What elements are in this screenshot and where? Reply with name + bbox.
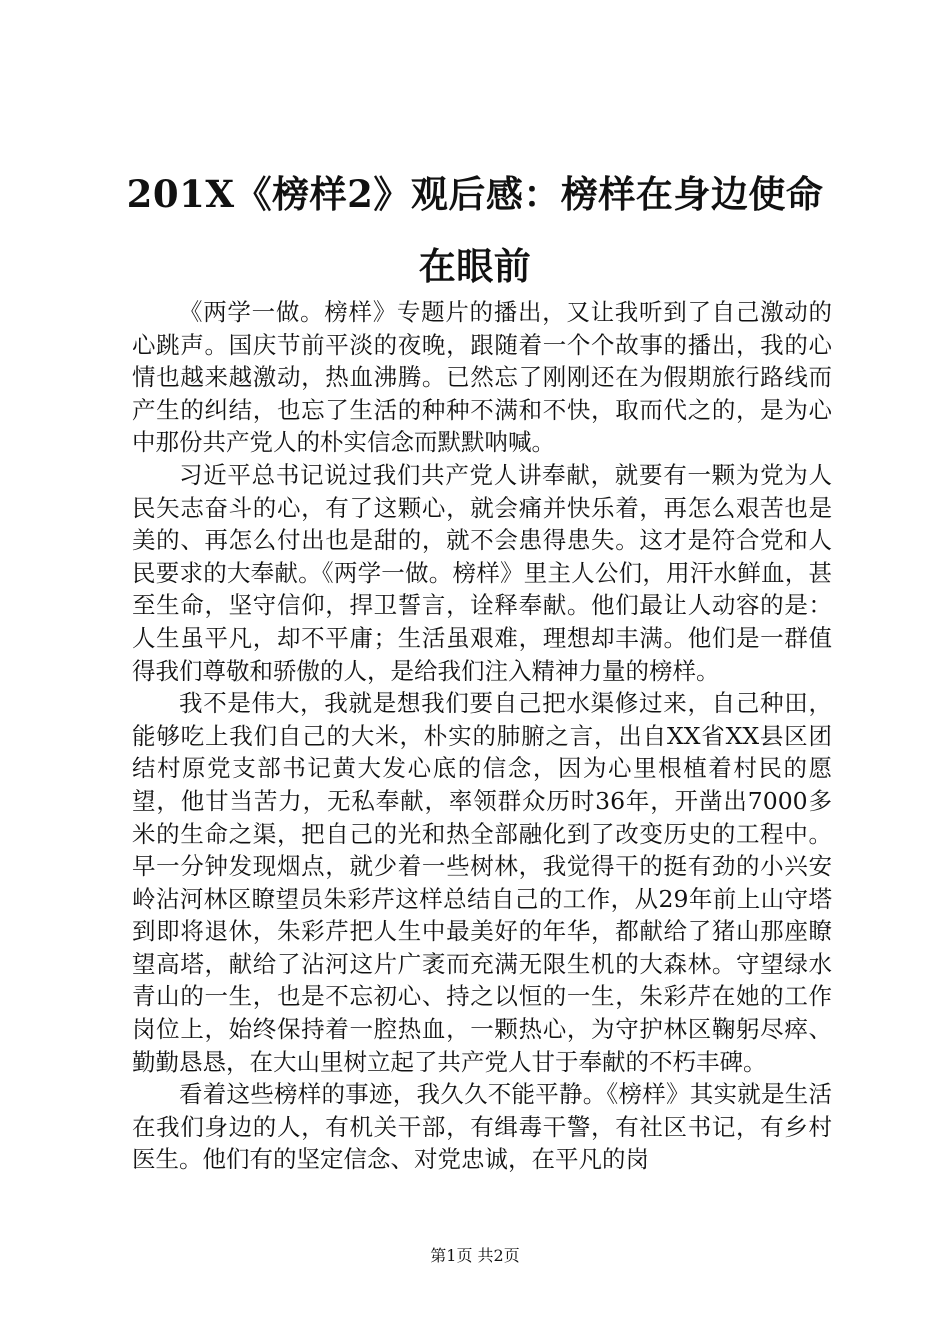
paragraph-2: 习近平总书记说过我们共产党人讲奉献，就要有一颗为党为人民矢志奋斗的心，有了这颗心，就会痛并快乐着，再怎么艰苦也是美的、再怎么付出也是甜的，就不会患得患失。这才是符合党和人民要求的大奉献。《两学一做。榜样》里主人公们，用汗水鲜血，甚至生命，坚守信仰，捍卫誓言，诠释奉献。他们最让人动容的是：人生虽平凡，却不平庸；生活虽艰难，理想却丰满。他们是一群值得我们尊敬和骄傲的人，是给我们注入精神力量的榜样。 [132,460,832,685]
paragraph-1: 《两学一做。榜样》专题片的播出，又让我听到了自己激动的心跳声。国庆节前平淡的夜晚，跟随着一个个故事的播出，我的心情也越来越激动，热血沸腾。已然忘了刚刚还在为假期旅行路线而产生的纠结，也忘了生活的种种不满和不快，取而代之的，是为心中那份共产党人的朴实信念而默默呐喊。 [132,298,832,457]
document-title: 201X《榜样2》观后感：榜样在身边使命在眼前 [126,172,824,288]
document-body [132,296,832,1176]
paragraph-3: 我不是伟大，我就是想我们要自己把水渠修过来，自己种田，能够吃上我们自己的大米，朴实的肺腑之言，出自XX省XX县区团结村原党支部书记黄大发心底的信念，因为心里根植着村民的愿望，他甘当苦力，无私奉献，率领群众历时36年，开凿出7000多米的生命之渠，把自己的光和热全部融化到了改变历史的工程中。早一分钟发现烟点，就少着一些树林，我觉得干的挺有劲的小兴安岭沾河林区瞭望员朱彩芹这样总结自己的工作，从29年前上山守塔到即将退休，朱彩芹把人生中最美好的年华，都献给了猪山那座瞭望高塔，献给了沾河这片广袤而充满无限生机的大森林。守望绿水青山的一生，也是不忘初心、持之以恒的一生，朱彩芹在她的工作岗位上，始终保持着一腔热血，一颗热心，为守护林区鞠躬尽瘁、勤勤恳恳，在大山里树立起了共产党人甘于奉献的不朽丰碑。 [132,689,832,1076]
paragraph-4: 看着这些榜样的事迹，我久久不能平静。《榜样》其实就是生活在我们身边的人，有机关干部，有缉毒干警，有社区书记，有乡村医生。他们有的坚定信念、对党忠诚，在平凡的岗 [132,1080,832,1174]
page-footer: 第1页 共2页 [430,1246,520,1265]
